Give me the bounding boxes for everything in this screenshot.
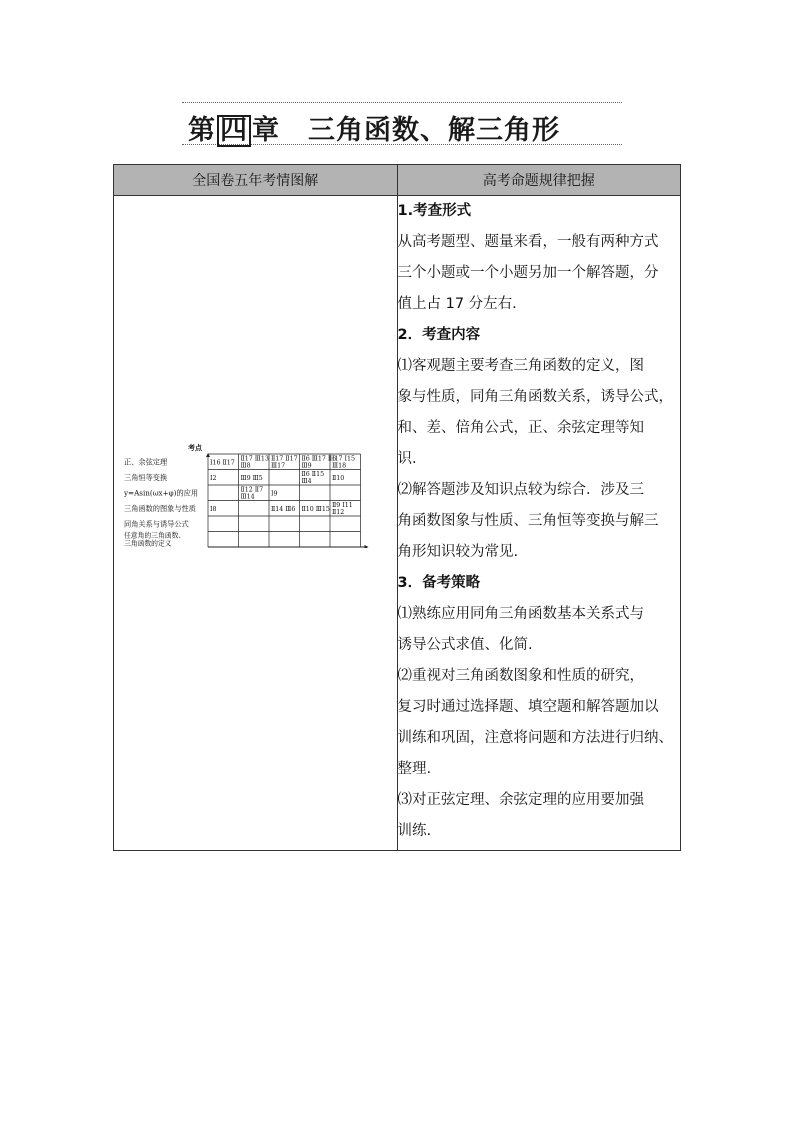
data-cell-label: Ⅱ6 Ⅲ17 Ⅱ6 xyxy=(301,455,337,463)
header-left: 全国卷五年考情图解 xyxy=(114,165,398,196)
content-cell xyxy=(397,196,681,851)
section-3-text: 整理. xyxy=(397,761,432,777)
section-1-title: 1.考查形式 xyxy=(397,203,472,219)
y-axis-label: 考点 xyxy=(188,443,202,452)
section-1-text: 三个小题或一个小题另加一个解答题，分 xyxy=(397,265,659,281)
row-label: 三角函数的定义 xyxy=(124,539,172,548)
chapter-suffix: 章 xyxy=(252,115,280,146)
data-cell-label: Ⅰ2 xyxy=(210,474,217,482)
section-2-text: 识. xyxy=(397,451,417,467)
data-cell-label: Ⅲ9 Ⅲ5 xyxy=(240,474,263,482)
data-cell-label: Ⅱ17 Ⅲ13 xyxy=(240,455,269,463)
section-3-text: ⑵重视对三角函数图象和性质的研究， xyxy=(397,668,644,684)
exam-analysis-table xyxy=(113,164,681,851)
y-axis-arrow xyxy=(206,453,210,457)
data-cell-label: Ⅱ12 xyxy=(332,508,345,516)
data-cell-label: Ⅲ8 xyxy=(240,462,251,470)
row-label: 同角关系与诱导公式 xyxy=(124,519,189,529)
data-cell-label: Ⅱ6 Ⅱ15 xyxy=(301,470,325,478)
data-cell-label: Ⅰ17 Ⅰ15 xyxy=(332,455,356,463)
data-cell-label: Ⅱ14 Ⅲ6 xyxy=(271,505,296,513)
data-cell-label: Ⅱ9 Ⅰ11 xyxy=(332,501,353,509)
section-1-text: 从高考题型、题量来看，一般有两种方式 xyxy=(397,234,659,250)
data-cell-label: Ⅰ16 Ⅱ17 xyxy=(210,459,235,467)
section-2-text: 角形知识较为常见. xyxy=(397,544,519,560)
data-cell-label: Ⅱ12 Ⅱ7 xyxy=(240,486,264,494)
section-2-text: 角函数图象与性质、三角恒等变换与解三 xyxy=(397,513,659,529)
row-label: 三角函数的图象与性质 xyxy=(124,503,196,513)
section-2-text: 象与性质，同角三角函数关系，诱导公式， xyxy=(397,389,673,405)
chart-cell xyxy=(114,196,398,851)
chapter-title xyxy=(182,100,622,148)
row-label: 正、余弦定理 xyxy=(124,457,168,467)
section-3-text: 训练. xyxy=(397,823,432,839)
section-2-text: 和、差、倍角公式，正、余弦定理等知 xyxy=(397,420,644,436)
chapter-heading xyxy=(188,108,560,147)
section-1-text: 值上占 17 分左右. xyxy=(397,296,517,312)
exam-point-chart xyxy=(114,438,384,548)
data-cell-label: Ⅰ9 xyxy=(271,490,278,498)
data-cell-label: Ⅲ18 xyxy=(332,462,347,470)
section-3-text: ⑶对正弦定理、余弦定理的应用要加强 xyxy=(397,792,644,808)
section-3-text: 诱导公式求值、化简. xyxy=(397,637,533,653)
chapter-prefix: 第 xyxy=(188,115,216,146)
title-dotted-line-top xyxy=(182,102,622,103)
header-right: 高考命题规律把握 xyxy=(397,165,681,196)
row-label: 三角恒等变换 xyxy=(124,472,168,482)
data-cell-label: Ⅲ4 xyxy=(301,477,312,485)
row-label: 任意角的三角函数、 xyxy=(124,531,186,540)
chapter-number-box: 四 xyxy=(217,115,251,147)
data-cell-label: Ⅲ9 xyxy=(301,462,312,470)
section-3-text: 训练和巩固，注意将问题和方法进行归纳、 xyxy=(397,730,673,746)
section-2-title: 2．考查内容 xyxy=(397,327,481,343)
row-label: y=Asin(ωx+φ)的应用 xyxy=(124,488,199,498)
data-cell-label: Ⅲ17 xyxy=(271,462,286,470)
data-cell-label: Ⅱ10 Ⅲ15 xyxy=(301,505,330,513)
x-axis-arrow xyxy=(365,545,369,548)
section-2-text: ⑴客观题主要考查三角函数的定义，图 xyxy=(397,358,644,374)
data-cell-label: Ⅰ8 xyxy=(210,505,217,513)
section-2-text: ⑵解答题涉及知识点较为综合．涉及三 xyxy=(397,482,644,498)
data-cell-label: Ⅱ17 Ⅱ17 xyxy=(271,455,298,463)
section-3-title: 3．备考策略 xyxy=(397,575,481,591)
chapter-topic: 三角函数、解三角形 xyxy=(308,115,560,146)
section-3-text: 复习时通过选择题、填空题和解答题加以 xyxy=(397,699,659,715)
data-cell-label: Ⅱ10 xyxy=(332,474,345,482)
section-3-text: ⑴熟练应用同角三角函数基本关系式与 xyxy=(397,606,644,622)
data-cell-label: Ⅲ14 xyxy=(240,493,255,501)
